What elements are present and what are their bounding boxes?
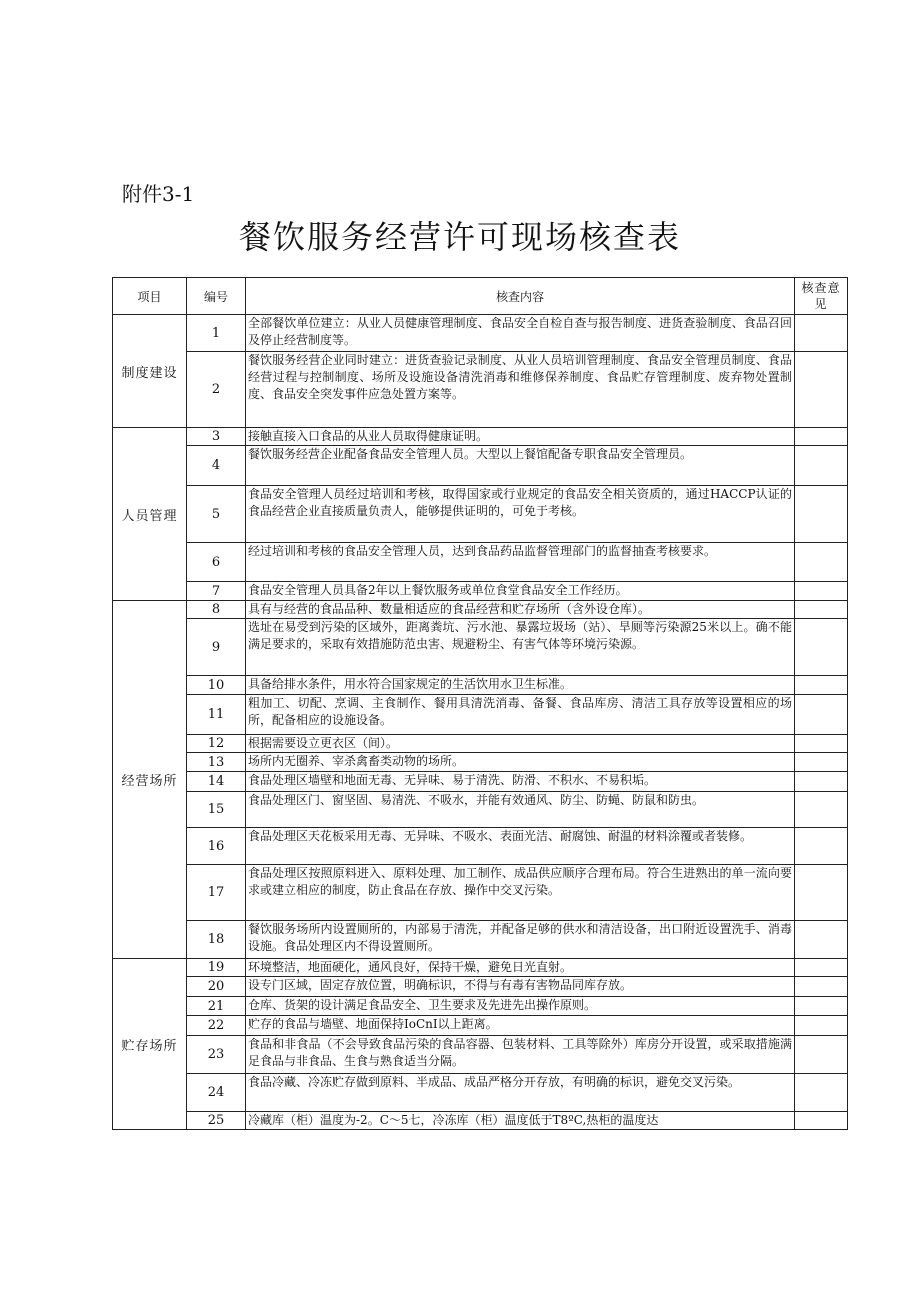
table-body xyxy=(113,315,848,1130)
opinion-cell[interactable] xyxy=(795,428,848,446)
item-content: 食品处理区天花板采用无毒、无异味、不吸水、表面光洁、耐腐蚀、耐温的材料涂覆或者装修。 xyxy=(246,828,795,865)
item-content: 食品处理区门、窗坚固、易清洗、不吸水，并能有效通风、防尘、防蝇、防鼠和防虫。 xyxy=(246,792,795,828)
item-number: 23 xyxy=(187,1036,246,1074)
section-name: 经营场所 xyxy=(113,601,187,959)
item-number: 2 xyxy=(187,352,246,428)
item-content: 选址在易受到污染的区域外，距离粪坑、污水池、暴露垃圾场（站）、旱厕等污染源25米以上。确不能满足要求的，采取有效措施防范虫害、规避粉尘、有害气体等环境污染源。 xyxy=(246,619,795,676)
table-row xyxy=(113,735,848,753)
table-row xyxy=(113,486,848,543)
table-header-row xyxy=(113,278,848,315)
table-row xyxy=(113,865,848,921)
opinion-cell[interactable] xyxy=(795,977,848,997)
opinion-cell[interactable] xyxy=(795,601,848,619)
opinion-cell[interactable] xyxy=(795,1074,848,1112)
opinion-cell[interactable] xyxy=(795,582,848,601)
item-content: 食品安全管理人员具备2年以上餐饮服务或单位食堂食品安全工作经历。 xyxy=(246,582,795,601)
item-content: 接触直接入口食品的从业人员取得健康证明。 xyxy=(246,428,795,446)
opinion-cell[interactable] xyxy=(795,543,848,582)
table-row xyxy=(113,1036,848,1074)
table-row xyxy=(113,352,848,428)
header-opinion: 核查意见 xyxy=(795,278,848,315)
item-number: 12 xyxy=(187,735,246,753)
section-name: 制度建设 xyxy=(113,315,187,428)
opinion-cell[interactable] xyxy=(795,792,848,828)
item-content: 冷藏库（柜）温度为-2。C～5七，冷冻库（柜）温度低于T8ºC,热柜的温度达 xyxy=(246,1112,795,1130)
item-number: 18 xyxy=(187,921,246,959)
opinion-cell[interactable] xyxy=(795,695,848,735)
item-number: 20 xyxy=(187,977,246,997)
item-number: 1 xyxy=(187,315,246,352)
table-row xyxy=(113,828,848,865)
item-number: 9 xyxy=(187,619,246,676)
item-number: 3 xyxy=(187,428,246,446)
item-content: 贮存的食品与墙壁、地面保持IoCnI以上距离。 xyxy=(246,1016,795,1036)
item-content: 场所内无圈养、宰杀禽畜类动物的场所。 xyxy=(246,753,795,772)
table-row xyxy=(113,921,848,959)
item-content: 粗加工、切配、烹调、主食制作、餐用具清洗消毒、备餐、食品库房、清洁工具存放等设置相应的场所，配备相应的设施设备。 xyxy=(246,695,795,735)
opinion-cell[interactable] xyxy=(795,959,848,977)
page-title: 餐饮服务经营许可现场核查表 xyxy=(238,218,681,256)
item-number: 14 xyxy=(187,772,246,792)
item-number: 25 xyxy=(187,1112,246,1130)
item-number: 5 xyxy=(187,486,246,543)
table-row xyxy=(113,601,848,619)
opinion-cell[interactable] xyxy=(795,1016,848,1036)
item-content: 食品和非食品（不会导致食品污染的食品容器、包装材料、工具等除外）库房分开设置，或采取措施满足食品与非食品、生食与熟食适当分隔。 xyxy=(246,1036,795,1074)
item-number: 7 xyxy=(187,582,246,601)
opinion-cell[interactable] xyxy=(795,997,848,1016)
item-number: 21 xyxy=(187,997,246,1016)
item-number: 17 xyxy=(187,865,246,921)
item-number: 13 xyxy=(187,753,246,772)
table-row xyxy=(113,959,848,977)
table-row xyxy=(113,792,848,828)
table-row xyxy=(113,676,848,695)
item-content: 食品安全管理人员经过培训和考核，取得国家或行业规定的食品安全相关资质的，通过HACCP认证的食品经营企业直接质量负责人，能够提供证明的，可免于考核。 xyxy=(246,486,795,543)
table-row xyxy=(113,997,848,1016)
opinion-cell[interactable] xyxy=(795,486,848,543)
item-number: 11 xyxy=(187,695,246,735)
item-number: 22 xyxy=(187,1016,246,1036)
item-content: 食品处理区墙壁和地面无毒、无异味、易于清洗、防滑、不积水、不易积垢。 xyxy=(246,772,795,792)
item-number: 19 xyxy=(187,959,246,977)
opinion-cell[interactable] xyxy=(795,446,848,486)
item-number: 8 xyxy=(187,601,246,619)
table-row xyxy=(113,1016,848,1036)
table-row xyxy=(113,1074,848,1112)
item-content: 环境整洁，地面硬化，通风良好，保持干燥，避免日光直射。 xyxy=(246,959,795,977)
header-project: 项目 xyxy=(113,278,187,315)
table-row xyxy=(113,695,848,735)
attachment-label: 附件3-1 xyxy=(122,182,195,206)
table-row xyxy=(113,619,848,676)
opinion-cell[interactable] xyxy=(795,772,848,792)
opinion-cell[interactable] xyxy=(795,753,848,772)
item-content: 全部餐饮单位建立：从业人员健康管理制度、食品安全自检自查与报告制度、进货查验制度、食品召回及停止经营制度等。 xyxy=(246,315,795,352)
table-row xyxy=(113,772,848,792)
opinion-cell[interactable] xyxy=(795,619,848,676)
item-content: 仓库、货架的设计满足食品安全、卫生要求及先进先出操作原则。 xyxy=(246,997,795,1016)
item-content: 餐饮服务经营企业配备食品安全管理人员。大型以上餐馆配备专职食品安全管理员。 xyxy=(246,446,795,486)
opinion-cell[interactable] xyxy=(795,676,848,695)
table-row xyxy=(113,446,848,486)
opinion-cell[interactable] xyxy=(795,865,848,921)
item-content: 具备给排水条件，用水符合国家规定的生活饮用水卫生标准。 xyxy=(246,676,795,695)
table-row xyxy=(113,543,848,582)
opinion-cell[interactable] xyxy=(795,921,848,959)
opinion-cell[interactable] xyxy=(795,828,848,865)
table-row xyxy=(113,582,848,601)
section-name: 贮存场所 xyxy=(113,959,187,1130)
table-row xyxy=(113,428,848,446)
opinion-cell[interactable] xyxy=(795,1112,848,1130)
table-row xyxy=(113,753,848,772)
item-content: 根据需要设立更衣区（间）。 xyxy=(246,735,795,753)
opinion-cell[interactable] xyxy=(795,315,848,352)
table-row xyxy=(113,1112,848,1130)
header-content: 核查内容 xyxy=(246,278,795,315)
item-number: 15 xyxy=(187,792,246,828)
item-number: 24 xyxy=(187,1074,246,1112)
item-content: 经过培训和考核的食品安全管理人员，达到食品药品监督管理部门的监督抽查考核要求。 xyxy=(246,543,795,582)
item-content: 具有与经营的食品品种、数量相适应的食品经营和贮存场所（含外设仓库）。 xyxy=(246,601,795,619)
item-number: 16 xyxy=(187,828,246,865)
table-row xyxy=(113,977,848,997)
item-number: 10 xyxy=(187,676,246,695)
header-number: 编号 xyxy=(187,278,246,315)
opinion-cell[interactable] xyxy=(795,735,848,753)
item-content: 食品处理区按照原料进入、原料处理、加工制作、成品供应顺序合理布局。符合生进熟出的单一流向要求或建立相应的制度，防止食品在存放、操作中交叉污染。 xyxy=(246,865,795,921)
table-row xyxy=(113,315,848,352)
opinion-cell[interactable] xyxy=(795,1036,848,1074)
item-content: 餐饮服务经营企业同时建立：进货查验记录制度、从业人员培训管理制度、食品安全管理员制度、食品经营过程与控制制度、场所及设施设备清洗消毒和维修保养制度、食品贮存管理制度、废弃物处置制度、食品安全突发事件应急处置方案等。 xyxy=(246,352,795,428)
item-content: 食品冷藏、冷冻贮存做到原料、半成品、成品严格分开存放，有明确的标识，避免交叉污染。 xyxy=(246,1074,795,1112)
section-name: 人员管理 xyxy=(113,428,187,601)
item-number: 4 xyxy=(187,446,246,486)
opinion-cell[interactable] xyxy=(795,352,848,428)
item-number: 6 xyxy=(187,543,246,582)
item-content: 餐饮服务场所内设置厕所的，内部易于清洗，并配备足够的供水和清洁设备，出口附近设置洗手、消毒设施。食品处理区内不得设置厕所。 xyxy=(246,921,795,959)
inspection-table xyxy=(112,277,848,1130)
item-content: 设专门区域，固定存放位置，明确标识，不得与有毒有害物品同库存放。 xyxy=(246,977,795,997)
